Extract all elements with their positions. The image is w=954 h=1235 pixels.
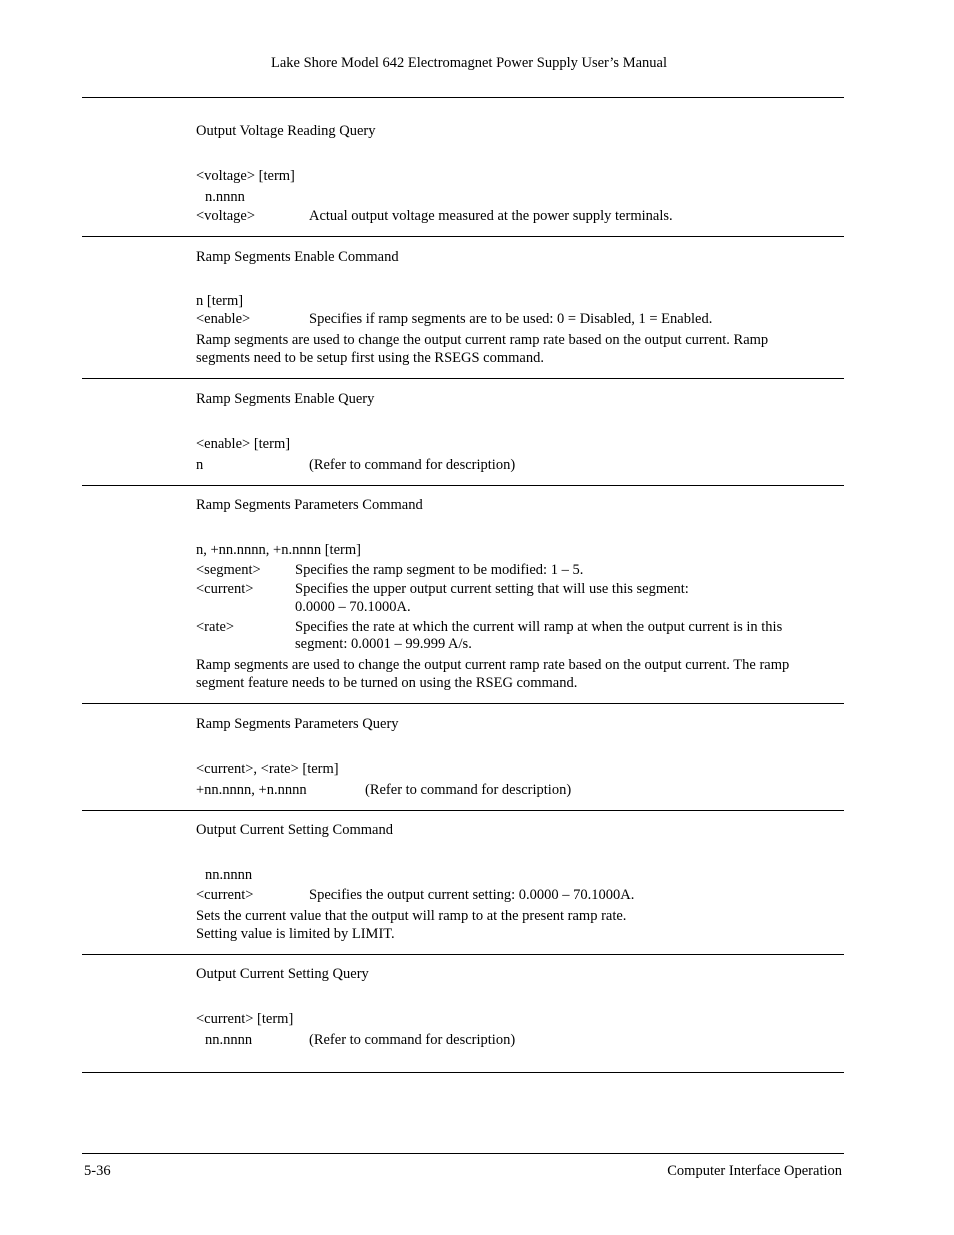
param-name: <current> — [196, 887, 254, 903]
section-title: Ramp Segments Enable Command — [196, 249, 399, 265]
divider — [82, 1072, 844, 1073]
param-desc: Actual output voltage measured at the power supply terminals. — [309, 208, 673, 224]
param-desc: Specifies the upper output current setting that will use this segment: — [295, 581, 689, 597]
remarks-line: Ramp segments are used to change the output current ramp rate based on the output current. Ramp — [196, 332, 769, 348]
param-name: <current> — [196, 581, 254, 597]
divider — [82, 97, 844, 98]
param-name: nn.nnnn — [205, 1032, 253, 1048]
remarks-line: Setting value is limited by LIMIT. — [196, 926, 395, 942]
page-number: 5-36 — [84, 1163, 111, 1179]
section-title: Output Current Setting Query — [196, 966, 369, 982]
param-desc: Specifies the output current setting: 0.0000 – 70.1000A. — [309, 887, 635, 903]
format-line: nn.nnnn — [205, 867, 253, 883]
chapter-title: Computer Interface Operation — [667, 1163, 842, 1179]
param-name: <rate> — [196, 619, 235, 635]
param-name: +nn.nnnn, +n.nnnn — [196, 782, 307, 798]
section-title: Output Current Setting Command — [196, 822, 393, 838]
divider — [82, 810, 844, 811]
param-desc-cont: 0.0000 – 70.1000A. — [295, 599, 411, 615]
param-desc-cont: segment: 0.0001 – 99.999 A/s. — [295, 636, 472, 652]
remarks-line: Sets the current value that the output will ramp to at the present ramp rate. — [196, 908, 627, 924]
header-title: Lake Shore Model 642 Electromagnet Power Supply User’s Manual — [271, 55, 667, 71]
remarks-line: segment feature needs to be turned on using the RSEG command. — [196, 675, 578, 691]
param-name: <segment> — [196, 562, 261, 578]
param-desc: Specifies if ramp segments are to be used: 0 = Disabled, 1 = Enabled. — [309, 311, 713, 327]
divider — [82, 703, 844, 704]
param-desc: (Refer to command for description) — [309, 1032, 516, 1048]
format-line: n.nnnn — [205, 189, 245, 205]
param-desc: (Refer to command for description) — [309, 457, 516, 473]
returned-format: <voltage> [term] — [196, 168, 295, 184]
param-desc: Specifies the ramp segment to be modified: 1 – 5. — [295, 562, 584, 578]
returned-format: <current>, <rate> [term] — [196, 761, 339, 777]
remarks-line: Ramp segments are used to change the output current ramp rate based on the output current. The ramp — [196, 657, 790, 673]
param-desc: Specifies the rate at which the current will ramp at when the output current is in this — [295, 619, 783, 635]
remarks-line: segments need to be setup first using the RSEGS command. — [196, 350, 544, 366]
param-name: <voltage> — [196, 208, 256, 224]
footer-divider — [82, 1153, 844, 1154]
param-name: n — [196, 457, 204, 473]
divider — [82, 236, 844, 237]
returned-format: <current> [term] — [196, 1011, 294, 1027]
input-format: n [term] — [196, 293, 244, 309]
section-title: Ramp Segments Parameters Query — [196, 716, 399, 732]
input-format: n, +nn.nnnn, +n.nnnn [term] — [196, 542, 361, 558]
param-desc: (Refer to command for description) — [365, 782, 572, 798]
section-title: Ramp Segments Parameters Command — [196, 497, 423, 513]
divider — [82, 378, 844, 379]
section-title: Ramp Segments Enable Query — [196, 391, 375, 407]
section-title: Output Voltage Reading Query — [196, 123, 376, 139]
returned-format: <enable> [term] — [196, 436, 291, 452]
divider — [82, 954, 844, 955]
param-name: <enable> — [196, 311, 251, 327]
divider — [82, 485, 844, 486]
